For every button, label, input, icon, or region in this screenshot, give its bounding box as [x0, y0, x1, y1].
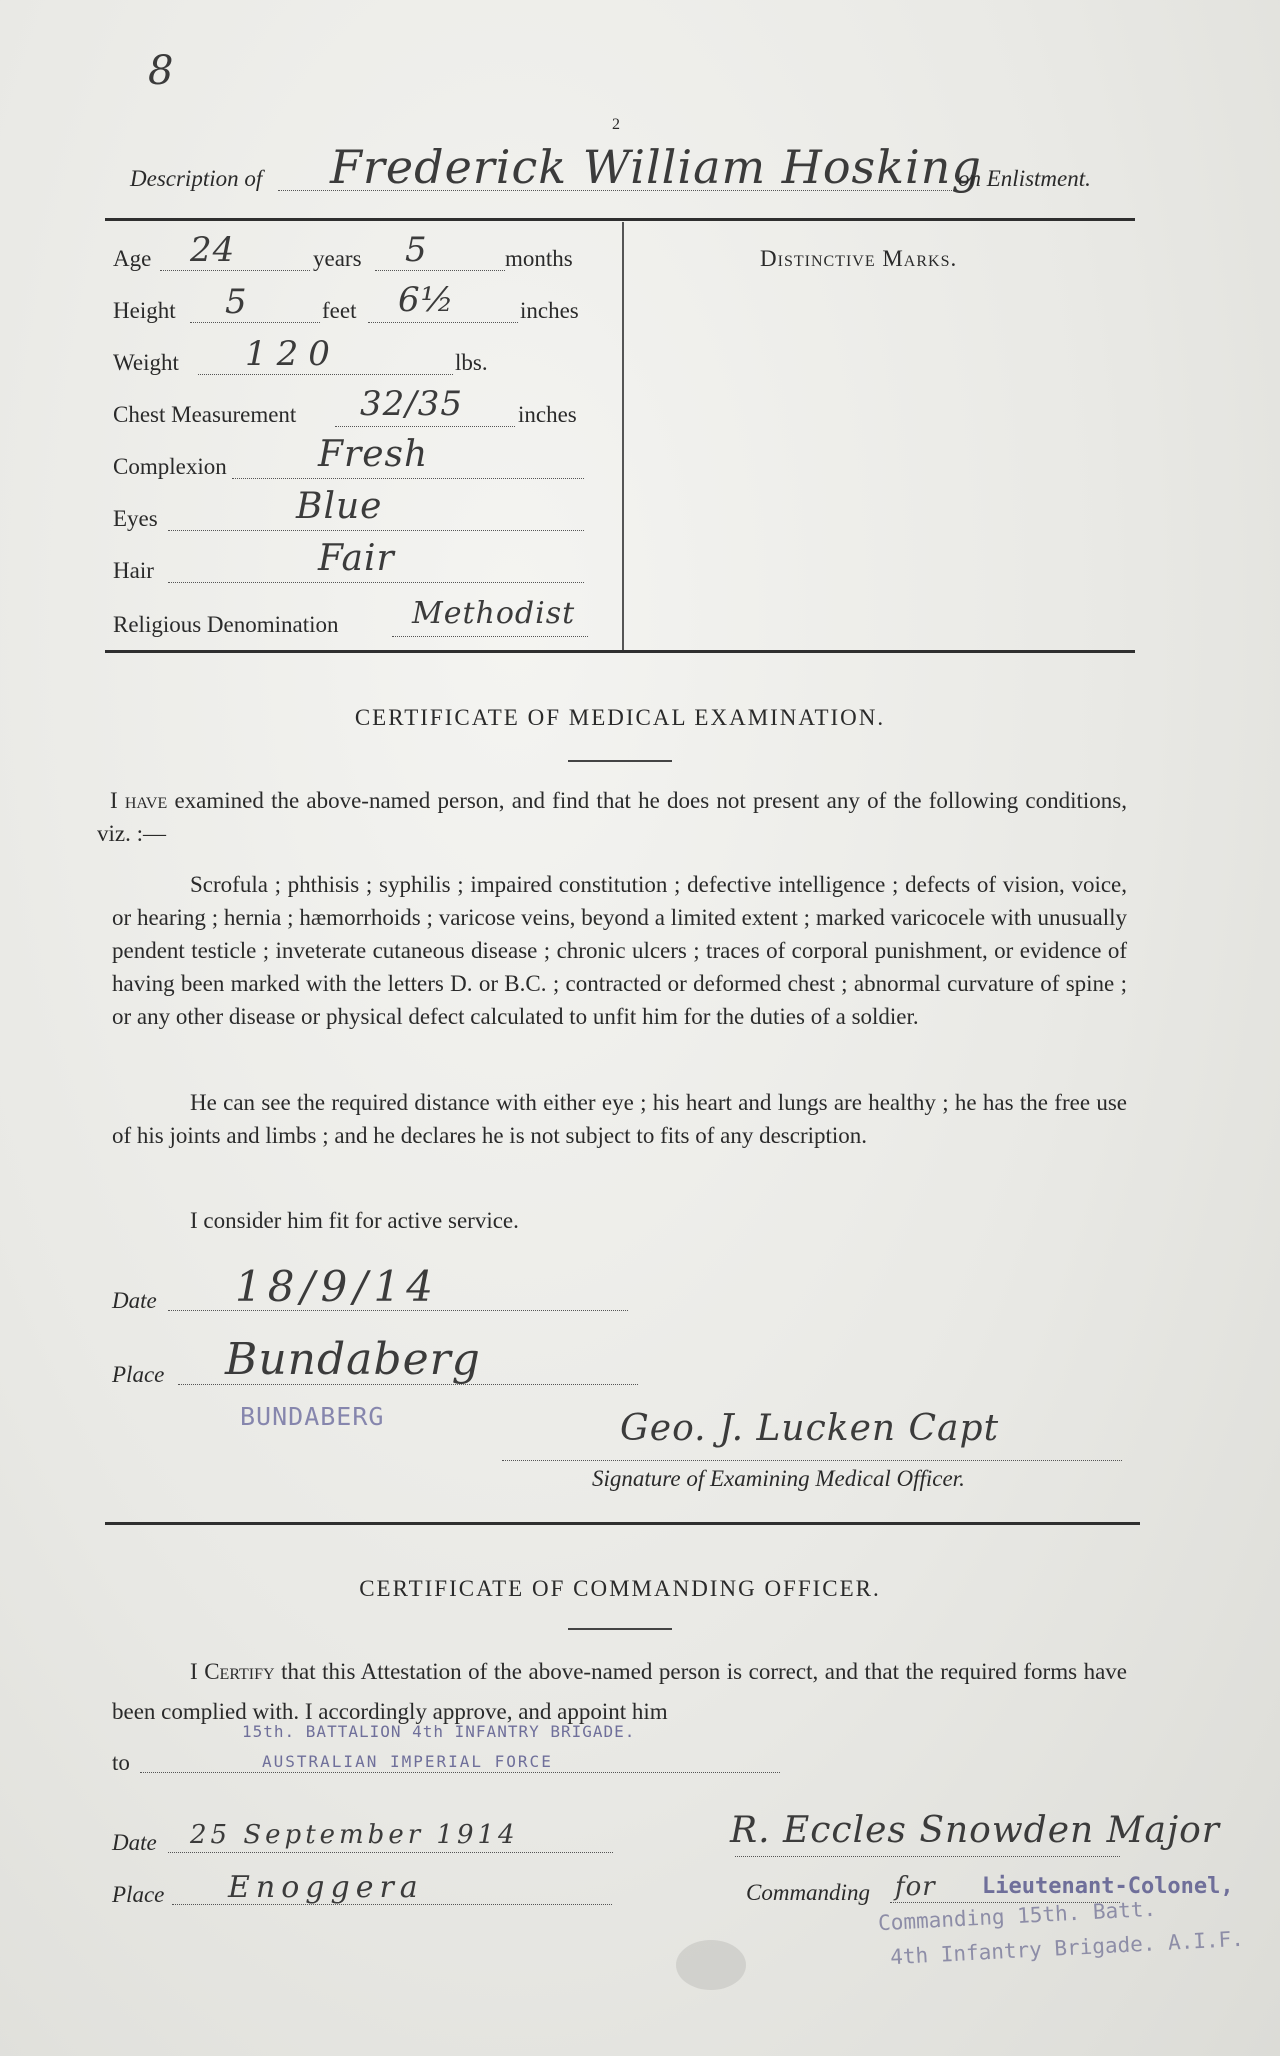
- soldier-name: Frederick William Hosking: [330, 140, 982, 194]
- medical-officer-signature: Geo. J. Lucken Capt: [620, 1408, 1000, 1449]
- medical-sight-statement: He can see the required distance with either eye ; his heart and lungs are healthy ; he has the free use of his joints and limbs ; and he declares he is not subject to fits of any description.: [112, 1090, 1127, 1148]
- brigade-stamp: 4th Infantry Brigade. A.I.F.: [889, 1926, 1245, 1970]
- description-suffix: on Enlistment.: [958, 166, 1091, 191]
- commanding-label: Commanding: [746, 1880, 870, 1905]
- commanding-certify-text: that this Attestation of the above-named person is correct, and that the required forms have been complied with. I accordingly approve, and appoint him: [112, 1659, 1127, 1724]
- commanding-heading-rule: [568, 1628, 672, 1630]
- appoint-to-label: to: [112, 1750, 130, 1775]
- commanding-certify-lead: I Certify: [190, 1659, 275, 1684]
- commanding-date-value: 25 September 1914: [190, 1820, 519, 1850]
- bleed-through-text: [230, 112, 241, 146]
- commanding-stamp: Commanding 15th. Batt.: [877, 1896, 1157, 1936]
- hair-label: Hair: [113, 558, 154, 583]
- battalion-stamp: 15th. BATTALION 4th INFANTRY BRIGADE.: [242, 1722, 636, 1741]
- commanding-place-label: Place: [112, 1882, 165, 1907]
- rank-stamp: Lieutenant-Colonel,: [982, 1874, 1234, 1899]
- description-label: Description of: [130, 166, 263, 191]
- chest-value: 32/35: [360, 384, 463, 424]
- medical-date-value: 18/9/14: [235, 1262, 439, 1311]
- table-bottom-rule: [105, 650, 1135, 653]
- complexion-label: Complexion: [113, 454, 227, 479]
- medical-heading-rule: [568, 760, 672, 762]
- medical-conditions: Scrofula ; phthisis ; syphilis ; impaired constitution ; defective intelligence ; defects of vision, voice, or hearing ; hernia ; hæmorrhoids ; varicose veins, beyond a limited extent ; marked varicocele with unusually pendent testicle ; inveterate cutaneous disease ; chronic ulcers ; traces of corporal punishment, or evidence of having been marked with the letters D. or B.C. ; contracted or deformed chest ; abnormal curvature of spine ; or any other disease or physical defect calculated to unfit him for the duties of a soldier.: [112, 872, 1127, 1029]
- chest-label: Chest Measurement: [113, 402, 297, 427]
- commanding-heading: CERTIFICATE OF COMMANDING OFFICER.: [359, 1576, 881, 1601]
- weight-value: 120: [245, 334, 340, 374]
- embossed-mark: [676, 1940, 746, 1990]
- medical-place-value: Bundaberg: [225, 1334, 481, 1385]
- for-mark: for: [895, 1872, 936, 1902]
- age-months-value: 5: [405, 230, 428, 270]
- height-label: Height: [113, 298, 176, 323]
- height-feet-value: 5: [225, 282, 248, 322]
- years-label: years: [313, 246, 362, 271]
- medical-date-label: Date: [112, 1288, 157, 1313]
- medical-intro-lead: I have: [110, 788, 168, 813]
- medical-place-label: Place: [112, 1362, 165, 1387]
- medical-intro: [97, 784, 1127, 850]
- page-number: 2: [612, 116, 620, 133]
- commanding-place-value: Enoggera: [228, 1870, 424, 1905]
- commanding-date-label: Date: [112, 1830, 157, 1855]
- height-inches-value: 6½: [398, 280, 455, 320]
- months-label: months: [505, 246, 573, 271]
- eyes-value: Blue: [296, 486, 383, 527]
- hair-value: Fair: [318, 538, 395, 579]
- medical-intro-text: examined the above-named person, and find that he does not present any of the following conditions, viz. :—: [97, 788, 1127, 846]
- section-divider-rule: [105, 1522, 1140, 1525]
- table-top-rule: [105, 218, 1135, 221]
- commanding-officer-signature: R. Eccles Snowden Major: [730, 1810, 1221, 1851]
- medical-fit-statement: I consider him fit for active service.: [190, 1208, 519, 1233]
- eyes-label: Eyes: [113, 506, 158, 531]
- lbs-label: lbs.: [455, 350, 488, 375]
- corner-mark: 8: [148, 48, 175, 94]
- chest-unit: inches: [518, 402, 577, 427]
- weight-label: Weight: [113, 350, 179, 375]
- complexion-value: Fresh: [318, 434, 429, 475]
- feet-label: feet: [322, 298, 357, 323]
- inches-label: inches: [520, 298, 579, 323]
- medical-signature-caption: Signature of Examining Medical Officer.: [592, 1466, 965, 1491]
- religion-label: Religious Denomination: [113, 612, 339, 637]
- aif-stamp: AUSTRALIAN IMPERIAL FORCE: [262, 1752, 553, 1771]
- medical-heading: CERTIFICATE OF MEDICAL EXAMINATION.: [354, 705, 886, 730]
- religion-value: Methodist: [412, 596, 576, 631]
- age-years-value: 24: [190, 230, 236, 270]
- distinctive-marks-label: Distinctive Marks.: [760, 246, 958, 271]
- table-divider: [622, 222, 624, 650]
- commanding-certify: [112, 1652, 1127, 1732]
- age-label: Age: [113, 246, 152, 271]
- bundaberg-stamp: BUNDABERG: [240, 1402, 385, 1431]
